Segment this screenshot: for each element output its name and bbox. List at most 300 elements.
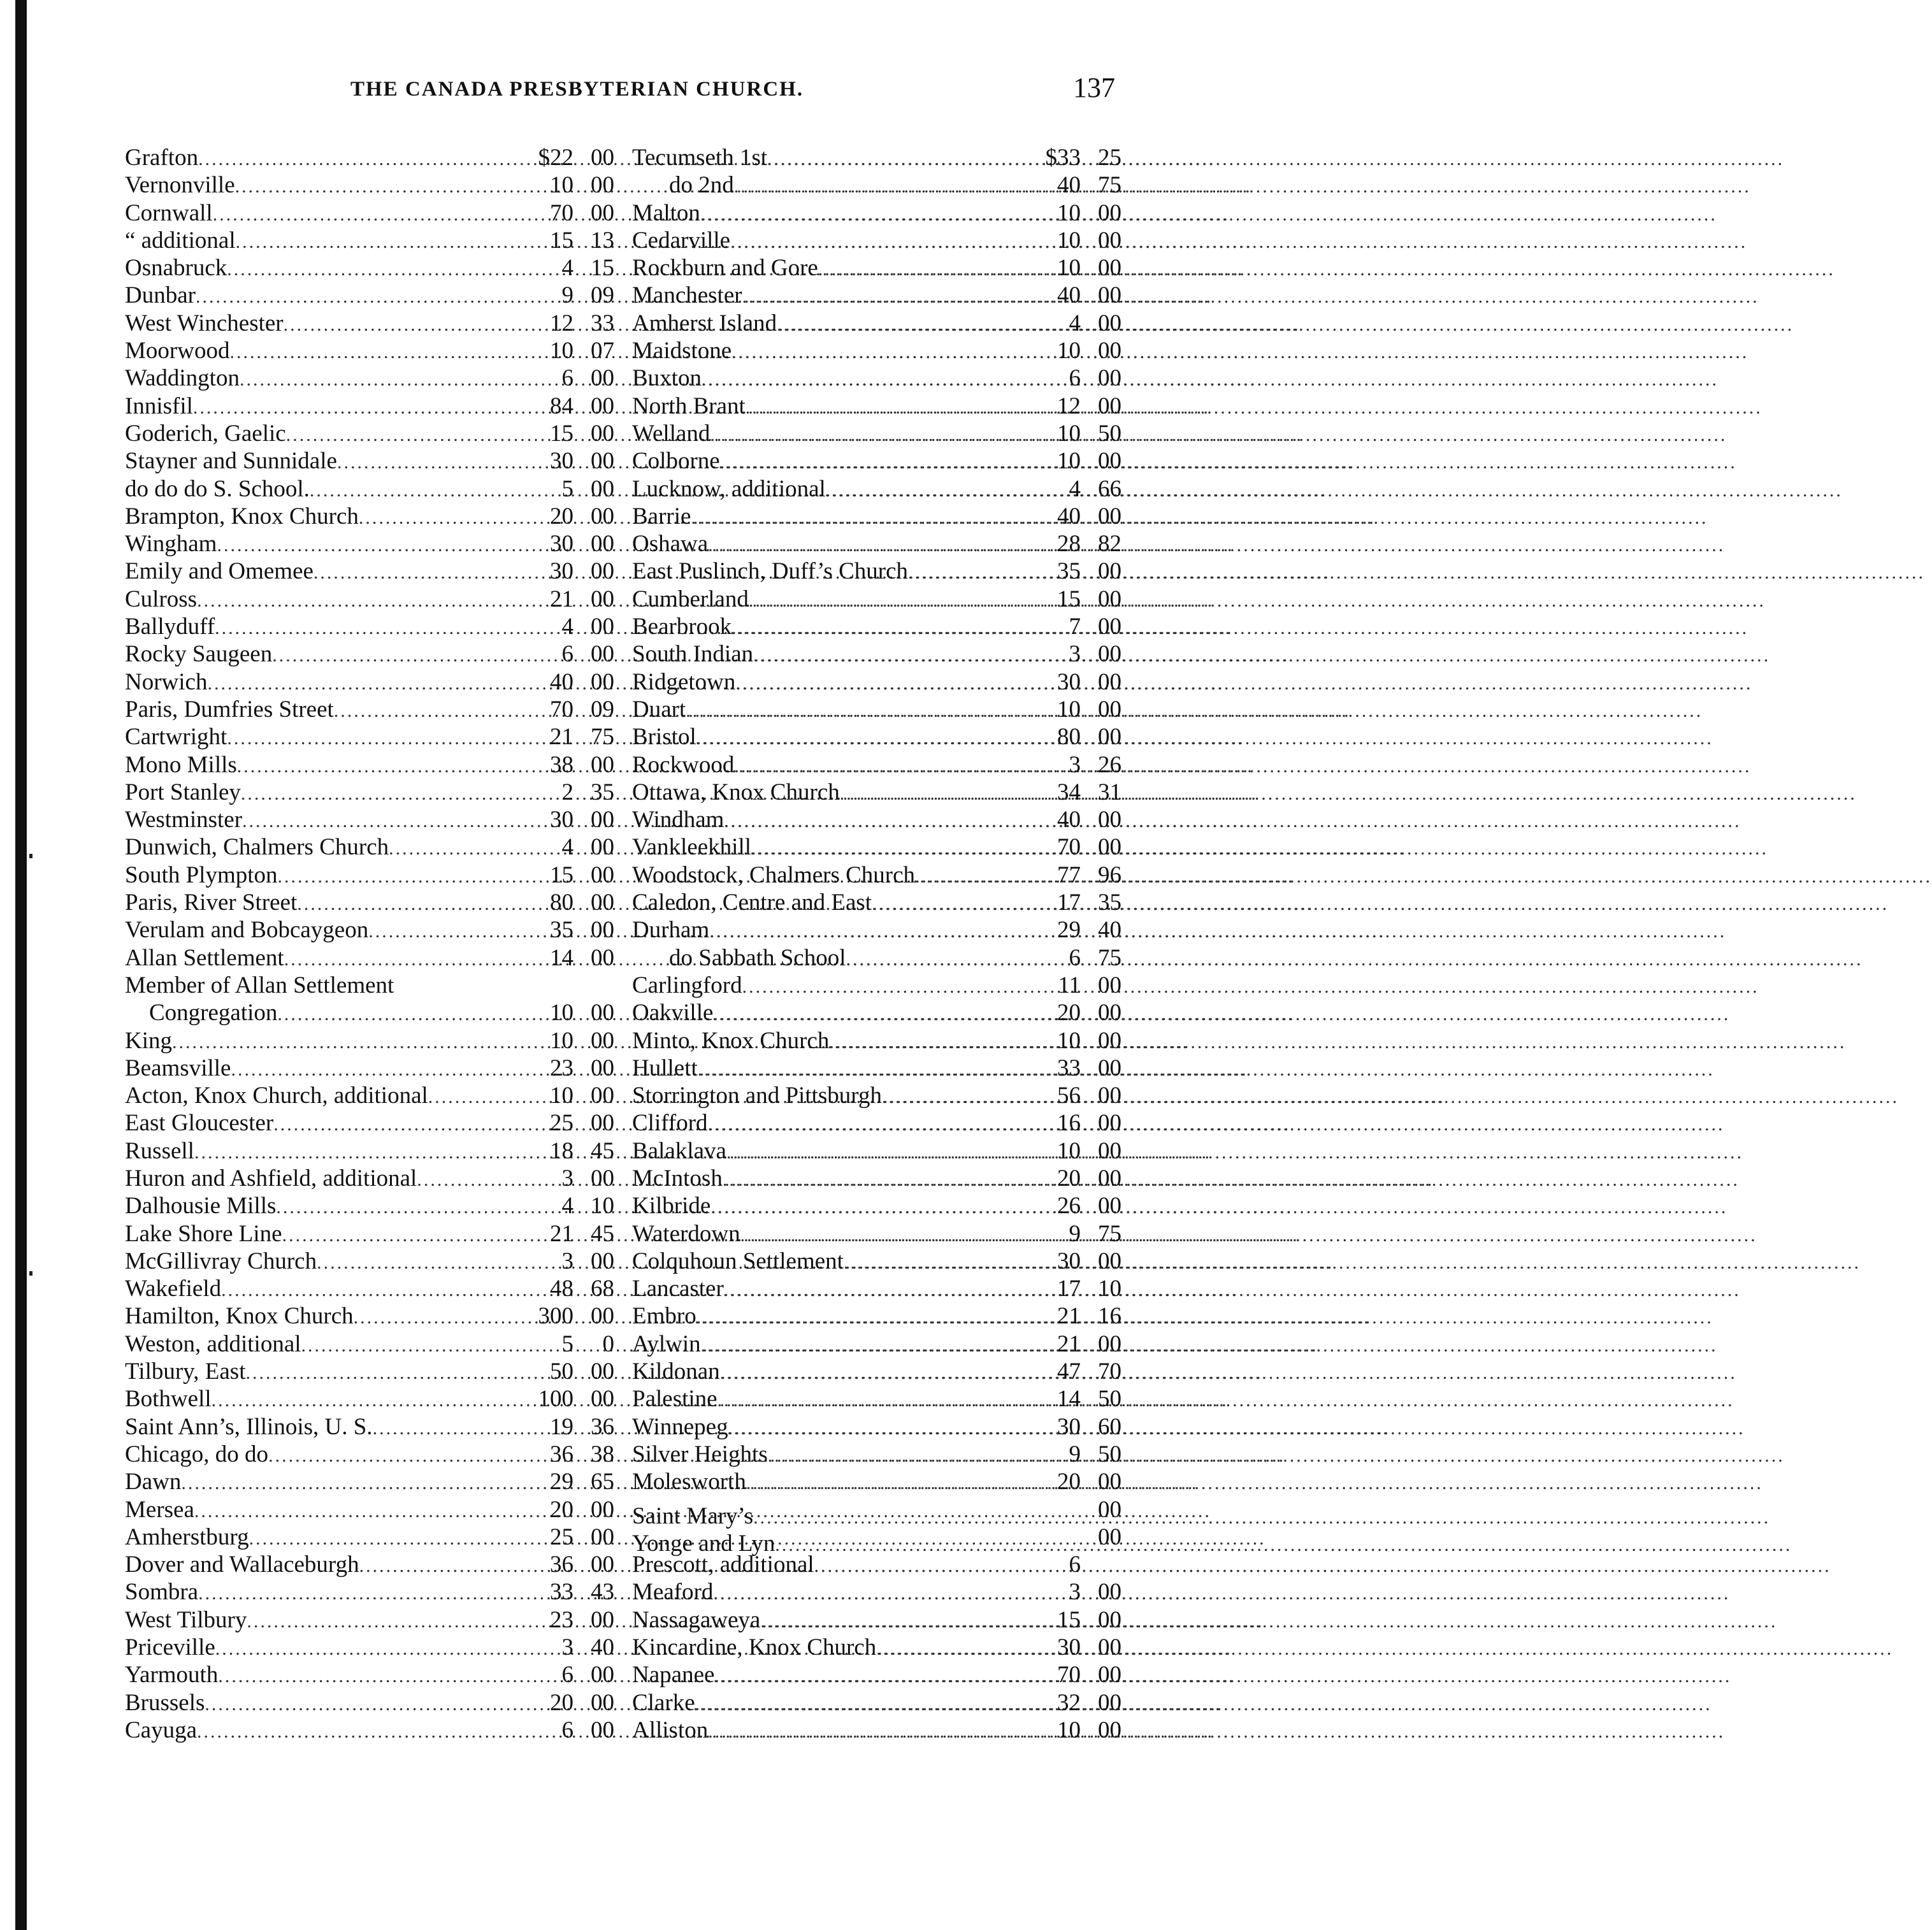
table-row [125, 1689, 614, 1717]
amount-cents: 00 [1098, 972, 1121, 998]
leader-dots [197, 587, 517, 614]
table-row [125, 640, 614, 668]
congregation-name: Dawn [125, 1469, 182, 1495]
table-row [125, 833, 614, 861]
congregation-name: Windham [632, 807, 724, 833]
amount-cents: 75 [591, 724, 614, 751]
amount [517, 1330, 614, 1358]
amount [1025, 310, 1121, 337]
amount [1025, 1634, 1121, 1661]
amount-dollars: 12 [1057, 392, 1081, 419]
amount [517, 751, 614, 779]
congregation-name: Huron and Ashfield, additional [125, 1165, 417, 1192]
amount-cents: 09 [591, 696, 614, 723]
amount-cents: 00 [591, 1000, 614, 1026]
table-row [632, 861, 1121, 889]
amount-cents: 00 [1098, 1330, 1121, 1357]
congregation-name: East Puslinch, Duff’s Church [632, 558, 908, 585]
amount-dollars: 70 [1057, 1662, 1081, 1689]
congregation-name: Osnabruck [125, 255, 227, 282]
congregation-name: McIntosh [632, 1165, 723, 1192]
amount-cents: 10 [1098, 1276, 1121, 1302]
amount-cents: 00 [591, 1689, 614, 1716]
amount [517, 833, 614, 861]
table-row [632, 1441, 1121, 1468]
amount [1025, 640, 1121, 668]
table-row [125, 1661, 614, 1689]
amount [1025, 1137, 1121, 1165]
congregation-name: Rockwood [632, 751, 735, 778]
amount [1025, 558, 1121, 585]
amount-dollars: 20 [1057, 1469, 1081, 1495]
leader-dots [700, 201, 1025, 228]
amount-dollars: 40 [1057, 282, 1081, 309]
leader-dots [272, 642, 517, 669]
congregation-name: Culross [125, 586, 198, 612]
amount-dollars: 5 [561, 1330, 573, 1357]
leader-dots [814, 1552, 1025, 1580]
congregation-name: Dunwich, Chalmers Church [125, 834, 389, 861]
table-row [632, 1302, 1121, 1330]
amount-dollars: 6 [1069, 1552, 1081, 1578]
amount-dollars: 30 [1057, 1413, 1081, 1440]
table-row [632, 1330, 1121, 1358]
amount-dollars: 10 [1057, 227, 1081, 254]
table-row [125, 1413, 614, 1441]
table-row [632, 1220, 1121, 1248]
leader-dots [334, 697, 517, 724]
amount-cents: 00 [1098, 586, 1121, 612]
amount-cents: 00 [591, 531, 614, 558]
amount-dollars: 20 [1057, 1000, 1081, 1026]
table-row [632, 254, 1121, 282]
congregation-name: Kildonan [632, 1358, 720, 1385]
amount [517, 889, 614, 916]
table-row [632, 171, 1121, 199]
amount-dollars: 15 [1057, 586, 1081, 612]
amount [1025, 171, 1121, 199]
amount-dollars: $22 [538, 145, 573, 171]
amount-cents: 00 [1098, 1027, 1121, 1054]
amount [517, 227, 614, 254]
congregation-name: South Plympton [125, 861, 278, 888]
amount-cents: 00 [591, 392, 614, 419]
table-row [125, 199, 614, 227]
amount [517, 310, 614, 337]
amount-cents: 36 [591, 1413, 614, 1440]
amount [517, 668, 614, 696]
table-row [125, 1578, 614, 1606]
amount [1025, 1220, 1121, 1248]
congregation-name: McGillivray Church [125, 1248, 317, 1274]
congregation-name: Westminster [125, 807, 243, 833]
leader-dots [714, 1662, 1025, 1690]
leader-dots [696, 724, 1025, 752]
amount [517, 944, 614, 972]
leader-dots [221, 1276, 517, 1304]
congregation-name: Alliston [632, 1717, 709, 1743]
table-row [632, 1634, 1121, 1661]
amount-cents: 00 [1098, 834, 1121, 861]
congregation-name: Cayuga [125, 1717, 198, 1743]
congregation-name: Duart [632, 696, 686, 723]
amount [1025, 1385, 1121, 1413]
congregation-name: Oshawa [632, 531, 709, 558]
congregation-name: Tecumseth 1st [632, 145, 768, 171]
amount-dollars: 19 [550, 1413, 573, 1440]
congregation-name: Wakefield [125, 1276, 222, 1302]
table-row [125, 310, 614, 337]
amount-cents: 40 [591, 1634, 614, 1661]
leader-dots [247, 1608, 517, 1635]
amount-cents: 26 [1098, 751, 1121, 778]
left-column [125, 144, 614, 1744]
amount-dollars: 7 [1069, 614, 1081, 640]
congregation-name: do Sabbath School [669, 944, 846, 971]
amount-dollars: 38 [550, 751, 573, 778]
leader-dots [215, 614, 517, 642]
amount-cents: 00 [591, 1248, 614, 1274]
table-row [125, 723, 614, 751]
amount-cents: 00 [1098, 696, 1121, 723]
table-row [125, 586, 614, 613]
congregation-name: Silver Heights [632, 1441, 768, 1467]
amount-cents: 00 [591, 1606, 614, 1633]
congregation-name: North Brant [632, 392, 746, 419]
table-row [632, 199, 1121, 227]
leader-dots [742, 283, 1025, 310]
leader-dots [708, 1718, 1025, 1745]
table-row [125, 1302, 614, 1330]
amount-cents: 50 [1098, 1386, 1121, 1413]
amount-cents: 0 [602, 1330, 614, 1357]
amount-dollars: 6 [561, 1717, 573, 1743]
congregation-name: “ additional [125, 227, 236, 254]
amount [517, 861, 614, 889]
leader-dots [249, 1525, 517, 1552]
amount [517, 1302, 614, 1330]
congregation-name: Dunbar [125, 282, 196, 309]
amount-dollars: 14 [550, 944, 573, 971]
scan-speck [29, 1271, 32, 1276]
amount-dollars: 70 [1057, 834, 1081, 861]
amount-cents: 00 [591, 1717, 614, 1743]
congregation-name: Dover and Wallaceburgh [125, 1552, 359, 1578]
amount-dollars: 10 [1057, 338, 1081, 364]
table-row [632, 1385, 1121, 1413]
amount-dollars: 80 [550, 889, 573, 916]
leader-dots [695, 1690, 1025, 1718]
leader-dots [753, 642, 1025, 669]
amount [517, 1689, 614, 1717]
congregation-name: Nassagaweya [632, 1606, 761, 1633]
table-row [632, 586, 1121, 613]
congregation-name: Malton [632, 199, 700, 226]
congregation-name: Kincardine, Knox Church [632, 1634, 877, 1661]
table-row [632, 806, 1121, 833]
table-row [125, 1220, 614, 1248]
congregation-name: Saint Mary’s [632, 1502, 754, 1529]
table-row [632, 779, 1121, 806]
leader-dots [746, 394, 1025, 421]
amount-cents: 75 [1098, 172, 1121, 199]
amount [517, 1496, 614, 1523]
table-row [632, 420, 1121, 447]
congregation-name: Bearbrook [632, 614, 732, 640]
amount-cents: 00 [1098, 503, 1121, 529]
amount-dollars: 10 [1057, 255, 1081, 282]
amount-dollars: 40 [1057, 503, 1081, 529]
amount-dollars: 30 [1057, 1634, 1081, 1661]
amount-dollars: 4 [561, 1193, 573, 1220]
amount-dollars: 35 [550, 917, 573, 944]
amount [1025, 199, 1121, 227]
amount-cents: 75 [1098, 1220, 1121, 1247]
table-row [125, 916, 614, 944]
amount [1025, 1192, 1121, 1220]
table-row [632, 1496, 1121, 1529]
amount-dollars: 3 [561, 1634, 573, 1661]
congregation-name: Prescott, additional [632, 1552, 814, 1578]
amount [1025, 144, 1121, 171]
amount [517, 1165, 614, 1192]
congregation-name: Balaklava [632, 1137, 726, 1164]
amount-cents: 16 [1098, 1303, 1121, 1330]
amount-cents: 00 [591, 1552, 614, 1578]
table-row [125, 1385, 614, 1413]
amount [517, 530, 614, 558]
table-row [632, 447, 1121, 475]
table-row [125, 889, 614, 916]
table-row [125, 1055, 614, 1082]
amount-cents: 00 [1098, 310, 1121, 336]
scan-speck [29, 854, 32, 858]
amount-cents: 25 [1098, 145, 1121, 171]
amount [1025, 475, 1121, 503]
amount-cents: 00 [591, 503, 614, 529]
amount-dollars: 9 [1069, 1441, 1081, 1467]
table-row [632, 1578, 1121, 1606]
table-row [125, 1330, 614, 1358]
congregation-name: Innisfil [125, 392, 193, 419]
amount-dollars: 30 [550, 531, 573, 558]
amount-dollars: 5 [561, 475, 573, 502]
amount [517, 1248, 614, 1275]
leader-dots [231, 1056, 517, 1083]
amount-cents: 00 [591, 199, 614, 226]
amount [1025, 1661, 1121, 1689]
amount-cents: 00 [591, 641, 614, 668]
amount [517, 144, 614, 171]
leader-dots [710, 421, 1025, 449]
amount-dollars: 23 [550, 1055, 573, 1081]
leader-dots [735, 670, 1025, 697]
amount-cents: 00 [591, 448, 614, 475]
amount [517, 1634, 614, 1661]
amount-dollars: 10 [1057, 696, 1081, 723]
amount-cents: 00 [1098, 1165, 1121, 1192]
amount-dollars: 3 [1069, 641, 1081, 668]
amount-dollars: 3 [561, 1248, 573, 1274]
amount [517, 1661, 614, 1689]
amount-dollars: 30 [550, 558, 573, 585]
leader-dots [227, 724, 517, 752]
amount [517, 1441, 614, 1468]
amount-dollars: 21 [550, 586, 573, 612]
amount [517, 1606, 614, 1634]
congregation-name: Emily and Omemee [125, 558, 314, 585]
leader-dots [728, 1415, 1025, 1442]
amount-dollars: 6 [561, 641, 573, 668]
amount-cents: 00 [591, 420, 614, 447]
amount-cents: 96 [1098, 861, 1121, 888]
leader-dots [734, 753, 1025, 780]
amount [1025, 364, 1121, 392]
congregation-name: Priceville [125, 1634, 215, 1661]
table-row [632, 640, 1121, 668]
leader-dots [742, 973, 1025, 1000]
congregation-name: Buxton [632, 365, 702, 392]
amount [517, 1468, 614, 1495]
congregation-name: Mersea [125, 1496, 194, 1523]
congregation-name: Amherstburg [125, 1523, 249, 1550]
leader-dots [749, 587, 1025, 614]
amount-dollars: 18 [550, 1137, 573, 1164]
amount-cents: 00 [591, 1303, 614, 1330]
amount-dollars: 33 [1057, 1055, 1081, 1081]
amount-cents: 45 [591, 1220, 614, 1247]
congregation-name: West Tilbury [125, 1606, 247, 1633]
leader-dots [723, 1166, 1025, 1193]
table-row [632, 668, 1121, 696]
leader-dots [768, 1442, 1025, 1469]
leader-dots [237, 753, 517, 780]
amount-cents: 00 [1098, 392, 1121, 419]
congregation-name: Member of Allan Settlement [125, 972, 394, 998]
amount-cents: 00 [591, 614, 614, 640]
amount-cents: 00 [591, 1386, 614, 1413]
leader-dots [829, 1028, 1025, 1056]
amount-dollars: $33 [1045, 145, 1081, 171]
leader-dots [417, 1166, 517, 1193]
leader-dots [286, 421, 517, 449]
congregation-name: do do do S. School. [125, 475, 310, 502]
amount-dollars: 17 [1057, 889, 1081, 916]
congregation-name: Palestine [632, 1386, 717, 1413]
table-row [125, 392, 614, 420]
amount-cents: 00 [1098, 641, 1121, 668]
congregation-name: Sombra [125, 1579, 199, 1606]
amount-cents: 35 [1098, 889, 1121, 916]
amount-cents: 00 [591, 1523, 614, 1550]
leader-dots [205, 1690, 517, 1718]
leader-dots [734, 173, 1025, 200]
amount-cents [1090, 1551, 1121, 1578]
amount [517, 254, 614, 282]
congregation-name: Rockburn and Gore [632, 255, 818, 282]
amount-dollars: 15 [550, 227, 573, 254]
amount-dollars: 70 [550, 696, 573, 723]
leader-dots [277, 1000, 517, 1028]
amount [517, 1413, 614, 1441]
congregation-name: Port Stanley [125, 779, 241, 805]
leader-dots [686, 697, 1025, 724]
table-row [125, 503, 614, 530]
table-row [125, 1634, 614, 1661]
leader-dots [730, 228, 1025, 256]
running-title: THE CANADA PRESBYTERIAN CHURCH. [350, 78, 804, 101]
amount [1025, 1523, 1121, 1551]
amount-dollars: 36 [550, 1441, 573, 1467]
table-row [632, 392, 1121, 420]
amount [1025, 779, 1121, 806]
table-row [125, 447, 614, 475]
table-row [125, 282, 614, 309]
leader-dots [746, 1469, 1025, 1497]
table-row [632, 1082, 1121, 1109]
amount-dollars: 15 [1057, 1606, 1081, 1633]
congregation-name: Hamilton, Knox Church [125, 1303, 354, 1330]
congregation-name: Allan Settlement [125, 944, 284, 971]
amount-dollars: 15 [550, 420, 573, 447]
amount [517, 1578, 614, 1606]
leader-dots [724, 807, 1025, 835]
amount [517, 1523, 614, 1551]
leader-dots [908, 559, 1025, 586]
congregation-name: Embro [632, 1303, 696, 1330]
amount-dollars: 20 [550, 1689, 573, 1716]
table-row [125, 806, 614, 833]
table-row [632, 916, 1121, 944]
congregation-name: Clarke [632, 1689, 695, 1716]
amount [517, 696, 614, 723]
amount [1025, 1248, 1121, 1275]
leader-dots [217, 531, 517, 559]
amount-dollars: 40 [1057, 172, 1081, 199]
leader-dots [273, 1111, 517, 1138]
congregation-name: West Winchester [125, 310, 284, 336]
amount-dollars: 10 [1057, 199, 1081, 226]
congregation-name: Napanee [632, 1662, 715, 1689]
congregation-name: Minto, Knox Church [632, 1027, 830, 1054]
table-row [125, 337, 614, 364]
amount-cents: 09 [591, 282, 614, 309]
congregation-name: Bothwell [125, 1386, 212, 1413]
amount [517, 1551, 614, 1578]
congregation-name: Lake Shore Line [125, 1220, 282, 1247]
table-row [632, 723, 1121, 751]
amount-dollars: 300 [538, 1303, 573, 1330]
congregation-name: Saint Ann’s, Illinois, U. S. [125, 1413, 373, 1440]
leader-dots [373, 1415, 517, 1442]
amount-dollars: 36 [550, 1552, 573, 1578]
amount-cents: 00 [591, 1662, 614, 1689]
amount [517, 1055, 614, 1082]
leader-dots [297, 890, 517, 918]
amount [1025, 1330, 1121, 1358]
amount-dollars: 26 [1057, 1193, 1081, 1220]
amount [1025, 1496, 1121, 1523]
leader-dots [751, 835, 1025, 862]
right-column [632, 144, 1121, 1744]
table-row [125, 1441, 614, 1468]
congregation-name: Brussels [125, 1689, 205, 1716]
leader-dots [354, 1304, 517, 1331]
table-row [125, 999, 614, 1026]
amount-dollars: 20 [550, 1496, 573, 1523]
leader-dots [844, 1249, 1025, 1276]
table-row [632, 1055, 1121, 1082]
